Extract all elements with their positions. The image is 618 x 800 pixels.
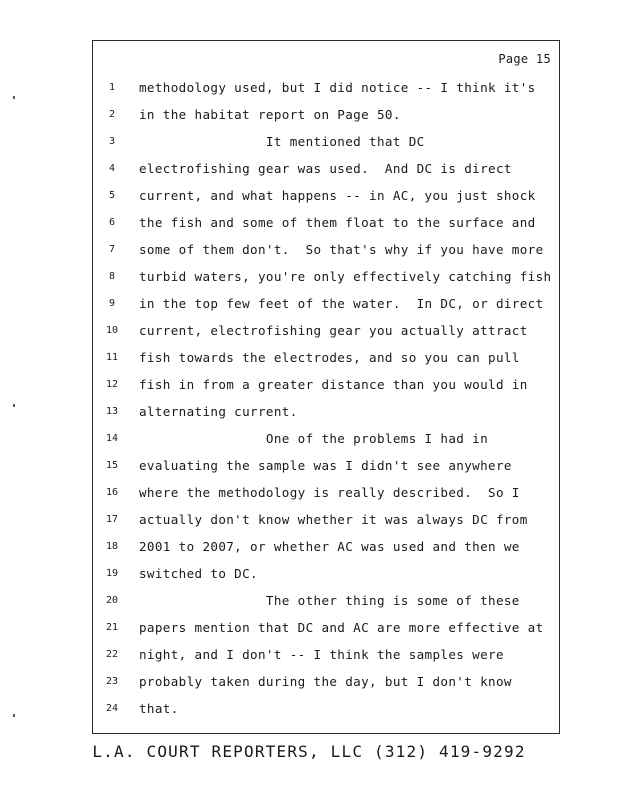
line-number: 16 — [105, 487, 119, 498]
line-number: 24 — [105, 703, 119, 714]
line-number: 17 — [105, 514, 119, 525]
scan-mark — [13, 404, 15, 407]
transcript-line — [93, 351, 559, 378]
line-number: 5 — [108, 190, 116, 201]
transcript-line — [93, 513, 559, 540]
line-text: probably taken during the day, but I don't know — [139, 674, 512, 689]
transcript-line — [93, 297, 559, 324]
line-text: The other thing is some of these — [139, 593, 520, 608]
line-text: methodology used, but I did notice -- I think it's — [139, 80, 536, 95]
transcript-line — [93, 108, 559, 135]
page-number: Page 15 — [498, 52, 551, 66]
line-number: 15 — [105, 460, 119, 471]
line-number: 20 — [105, 595, 119, 606]
transcript-line — [93, 432, 559, 459]
line-text: fish towards the electrodes, and so you can pull — [139, 350, 520, 365]
line-text: papers mention that DC and AC are more effective at — [139, 620, 544, 635]
line-number: 3 — [108, 136, 116, 147]
line-number: 11 — [105, 352, 119, 363]
scan-mark — [13, 714, 15, 717]
line-text: alternating current. — [139, 404, 298, 419]
transcript-line — [93, 675, 559, 702]
transcript-line — [93, 702, 559, 729]
line-number: 8 — [108, 271, 116, 282]
transcript-line — [93, 216, 559, 243]
transcript-page — [92, 40, 560, 734]
transcript-line — [93, 648, 559, 675]
transcript-line — [93, 621, 559, 648]
line-text: current, electrofishing gear you actually attract — [139, 323, 528, 338]
line-number: 10 — [105, 325, 119, 336]
line-text: 2001 to 2007, or whether AC was used and then we — [139, 539, 520, 554]
transcript-line — [93, 189, 559, 216]
line-text: actually don't know whether it was always DC from — [139, 512, 528, 527]
line-number: 13 — [105, 406, 119, 417]
scan-mark — [13, 96, 15, 99]
transcript-line — [93, 270, 559, 297]
transcript-line — [93, 162, 559, 189]
transcript-line — [93, 243, 559, 270]
line-number: 21 — [105, 622, 119, 633]
transcript-line — [93, 324, 559, 351]
line-text: some of them don't. So that's why if you have more — [139, 242, 544, 257]
line-text: night, and I don't -- I think the samples were — [139, 647, 504, 662]
line-text: It mentioned that DC — [139, 134, 425, 149]
line-text: in the top few feet of the water. In DC, or direct — [139, 296, 544, 311]
line-text: current, and what happens -- in AC, you just shock — [139, 188, 536, 203]
line-number: 12 — [105, 379, 119, 390]
line-number: 7 — [108, 244, 116, 255]
line-text: in the habitat report on Page 50. — [139, 107, 401, 122]
line-number: 19 — [105, 568, 119, 579]
line-number: 18 — [105, 541, 119, 552]
line-number: 6 — [108, 217, 116, 228]
transcript-line — [93, 567, 559, 594]
transcript-line — [93, 540, 559, 567]
line-text: switched to DC. — [139, 566, 258, 581]
line-text: electrofishing gear was used. And DC is direct — [139, 161, 512, 176]
line-text: turbid waters, you're only effectively catching fish — [139, 269, 552, 284]
transcript-line — [93, 486, 559, 513]
court-reporter-footer: L.A. COURT REPORTERS, LLC (312) 419-9292 — [92, 742, 526, 761]
line-number: 1 — [108, 82, 116, 93]
transcript-line — [93, 459, 559, 486]
line-number: 23 — [105, 676, 119, 687]
transcript-line — [93, 405, 559, 432]
line-number: 14 — [105, 433, 119, 444]
line-text: fish in from a greater distance than you would in — [139, 377, 528, 392]
transcript-line — [93, 378, 559, 405]
line-text: One of the problems I had in — [139, 431, 489, 446]
transcript-line — [93, 135, 559, 162]
line-number: 22 — [105, 649, 119, 660]
transcript-line — [93, 81, 559, 108]
line-text: evaluating the sample was I didn't see anywhere — [139, 458, 512, 473]
line-text: that. — [139, 701, 179, 716]
transcript-line — [93, 594, 559, 621]
line-number: 2 — [108, 109, 116, 120]
line-text: where the methodology is really described. So I — [139, 485, 520, 500]
line-number: 9 — [108, 298, 116, 309]
line-number: 4 — [108, 163, 116, 174]
line-text: the fish and some of them float to the surface and — [139, 215, 536, 230]
